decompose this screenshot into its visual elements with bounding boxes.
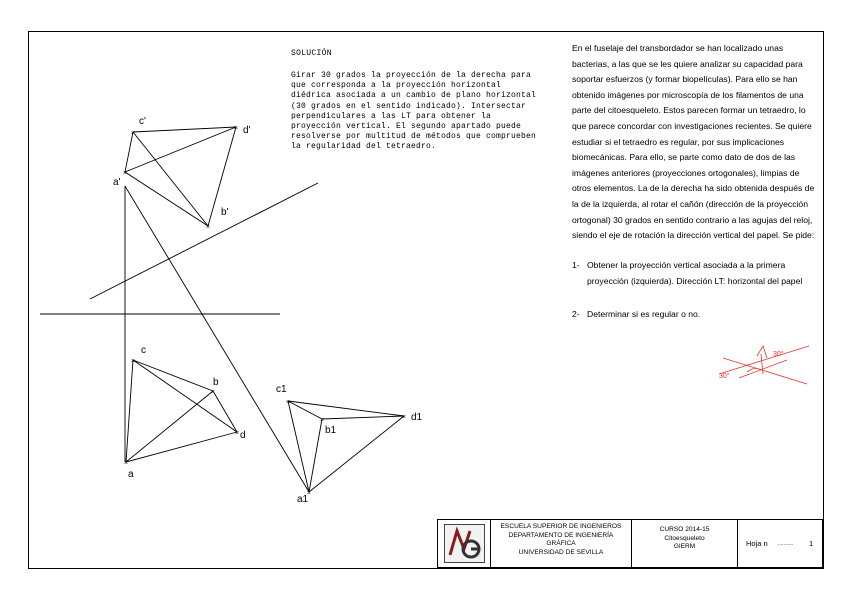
course-year: CURSO 2014-15 — [659, 526, 710, 533]
svg-text:×: × — [205, 224, 211, 232]
list-item — [572, 258, 817, 289]
sketch-line — [723, 358, 807, 384]
edge-c-prime-d-prime — [133, 125, 239, 133]
edge-c1-d1 — [285, 399, 404, 416]
logo-mark — [445, 525, 484, 562]
school-line: GRÁFICA — [546, 540, 576, 548]
course-degree: GIERM — [673, 543, 696, 551]
svg-text:×: × — [234, 430, 240, 438]
label-b: b — [213, 377, 219, 388]
school-line: DEPARTAMENTO DE INGENIERÍA — [508, 531, 614, 539]
svg-text:×: × — [319, 417, 325, 425]
edge-a-b — [126, 389, 216, 462]
sketch-arrow — [757, 346, 767, 358]
sheet-label: Hoja n — [746, 539, 768, 548]
label-c1: c1 — [276, 384, 287, 395]
sheet-number: 1 — [809, 539, 814, 548]
sketch-angle-label: 30° — [719, 373, 730, 380]
solution-title: SOLUCIÓN — [291, 49, 332, 58]
rotation-sketch — [717, 338, 817, 388]
list-item — [572, 307, 817, 323]
recall-line-a1 — [125, 186, 309, 492]
svg-text:×: × — [233, 125, 239, 133]
title-block-course — [632, 520, 738, 567]
item-text: Determinar si es regular o no. — [587, 309, 701, 319]
edge-c-prime-a-prime — [125, 130, 136, 172]
edge-c-b — [130, 358, 213, 391]
edge-a-prime-b-prime — [122, 170, 208, 226]
svg-text:×: × — [306, 490, 312, 498]
item-number: 1- — [572, 260, 580, 270]
school-line: ESCUELA SUPERIOR DE INGENIEROS — [500, 523, 622, 530]
svg-text:×: × — [130, 130, 136, 138]
solution-text: Girar 30 grados la proyección de la derecha para que corresponda a la proyección horizontal diédrica asociada a un cambio de plano horizontal (30 grados en el sentido indicado). Intersectar perpendiculares a las LT para obtener la proyección vertical. El segundo apartado puede resolverse por multitud de métodos que comprueben la regularidad del tetraedro. — [291, 71, 537, 152]
label-a-prime: a' — [113, 177, 121, 188]
edge-c-a — [126, 358, 136, 462]
svg-text:×: × — [130, 358, 136, 366]
title-block — [437, 519, 823, 568]
item-text: Obtener la proyección vertical asociada a la primera proyección (izquierda). Dirección LT: horizontal del papel — [587, 260, 803, 286]
auxiliary-ground-line — [90, 183, 318, 299]
label-d1: d1 — [411, 412, 423, 423]
problem-statement — [572, 41, 820, 244]
sketch-line — [761, 354, 763, 374]
svg-text:×: × — [210, 389, 216, 397]
title-block-logo-cell — [438, 520, 491, 567]
label-b-prime: b' — [221, 207, 229, 218]
course-topic: Citoesqueleto — [664, 534, 705, 542]
edge-a-d — [126, 430, 240, 462]
edge-a1-b1 — [309, 417, 325, 492]
department-logo — [444, 524, 485, 563]
edge-b-d — [210, 389, 237, 432]
edge-c-d — [130, 358, 237, 432]
edge-b1-d1 — [322, 416, 404, 419]
svg-text:×: × — [401, 414, 407, 422]
edge-c1-b1 — [285, 399, 322, 419]
edge-a1-d1 — [309, 414, 407, 492]
label-d-prime: d' — [243, 125, 251, 136]
school-line: UNIVERSIDAD DE SEVILLA — [518, 548, 604, 556]
sketch-angle-label: 30° — [773, 351, 784, 358]
label-b1: b1 — [325, 425, 337, 436]
label-a1: a1 — [297, 494, 309, 505]
title-block-school — [491, 520, 632, 567]
statement-paragraph: En el fuselaje del transbordador se han localizado unas bacterias, a las que se les quiere analizar su capacidad para soportar esfuerzos (y formar biopelículas). Para ello se han obtenido imágenes por microscopía de los filamentos de una parte del citoesqueleto. Estos parecen formar un tetraedro, lo que parece concordar con investigaciones recientes. Se quiere estudiar si el tetraedro es regular, por sus implicaciones biomecánicas. Para ello, se parte como dato de dos de las imágenes anteriores (proyecciones ortogonales), limpias de otros elementos. La de la derecha ha sido obtenida después de la de la izquierda, al rotar el cañón (dirección de la proyección ortogonal) 30 grados en sentido contrario a las agujas del reloj, siendo el eje de rotación la dirección vertical del papel. Se pide: — [572, 43, 815, 241]
label-c-prime: c' — [139, 116, 146, 127]
svg-text:×: × — [123, 460, 129, 468]
edge-c-prime-b-prime — [130, 130, 208, 226]
label-c: c — [141, 345, 146, 356]
label-d: d — [240, 430, 246, 441]
svg-text:×: × — [122, 170, 128, 178]
sheet-dots: ........... — [778, 541, 794, 547]
label-a: a — [128, 469, 134, 480]
title-block-sheet — [738, 520, 824, 567]
svg-text:×: × — [285, 399, 291, 407]
edge-c1-a1 — [285, 399, 309, 492]
item-number: 2- — [572, 309, 580, 319]
edge-a-prime-d-prime — [125, 125, 239, 172]
